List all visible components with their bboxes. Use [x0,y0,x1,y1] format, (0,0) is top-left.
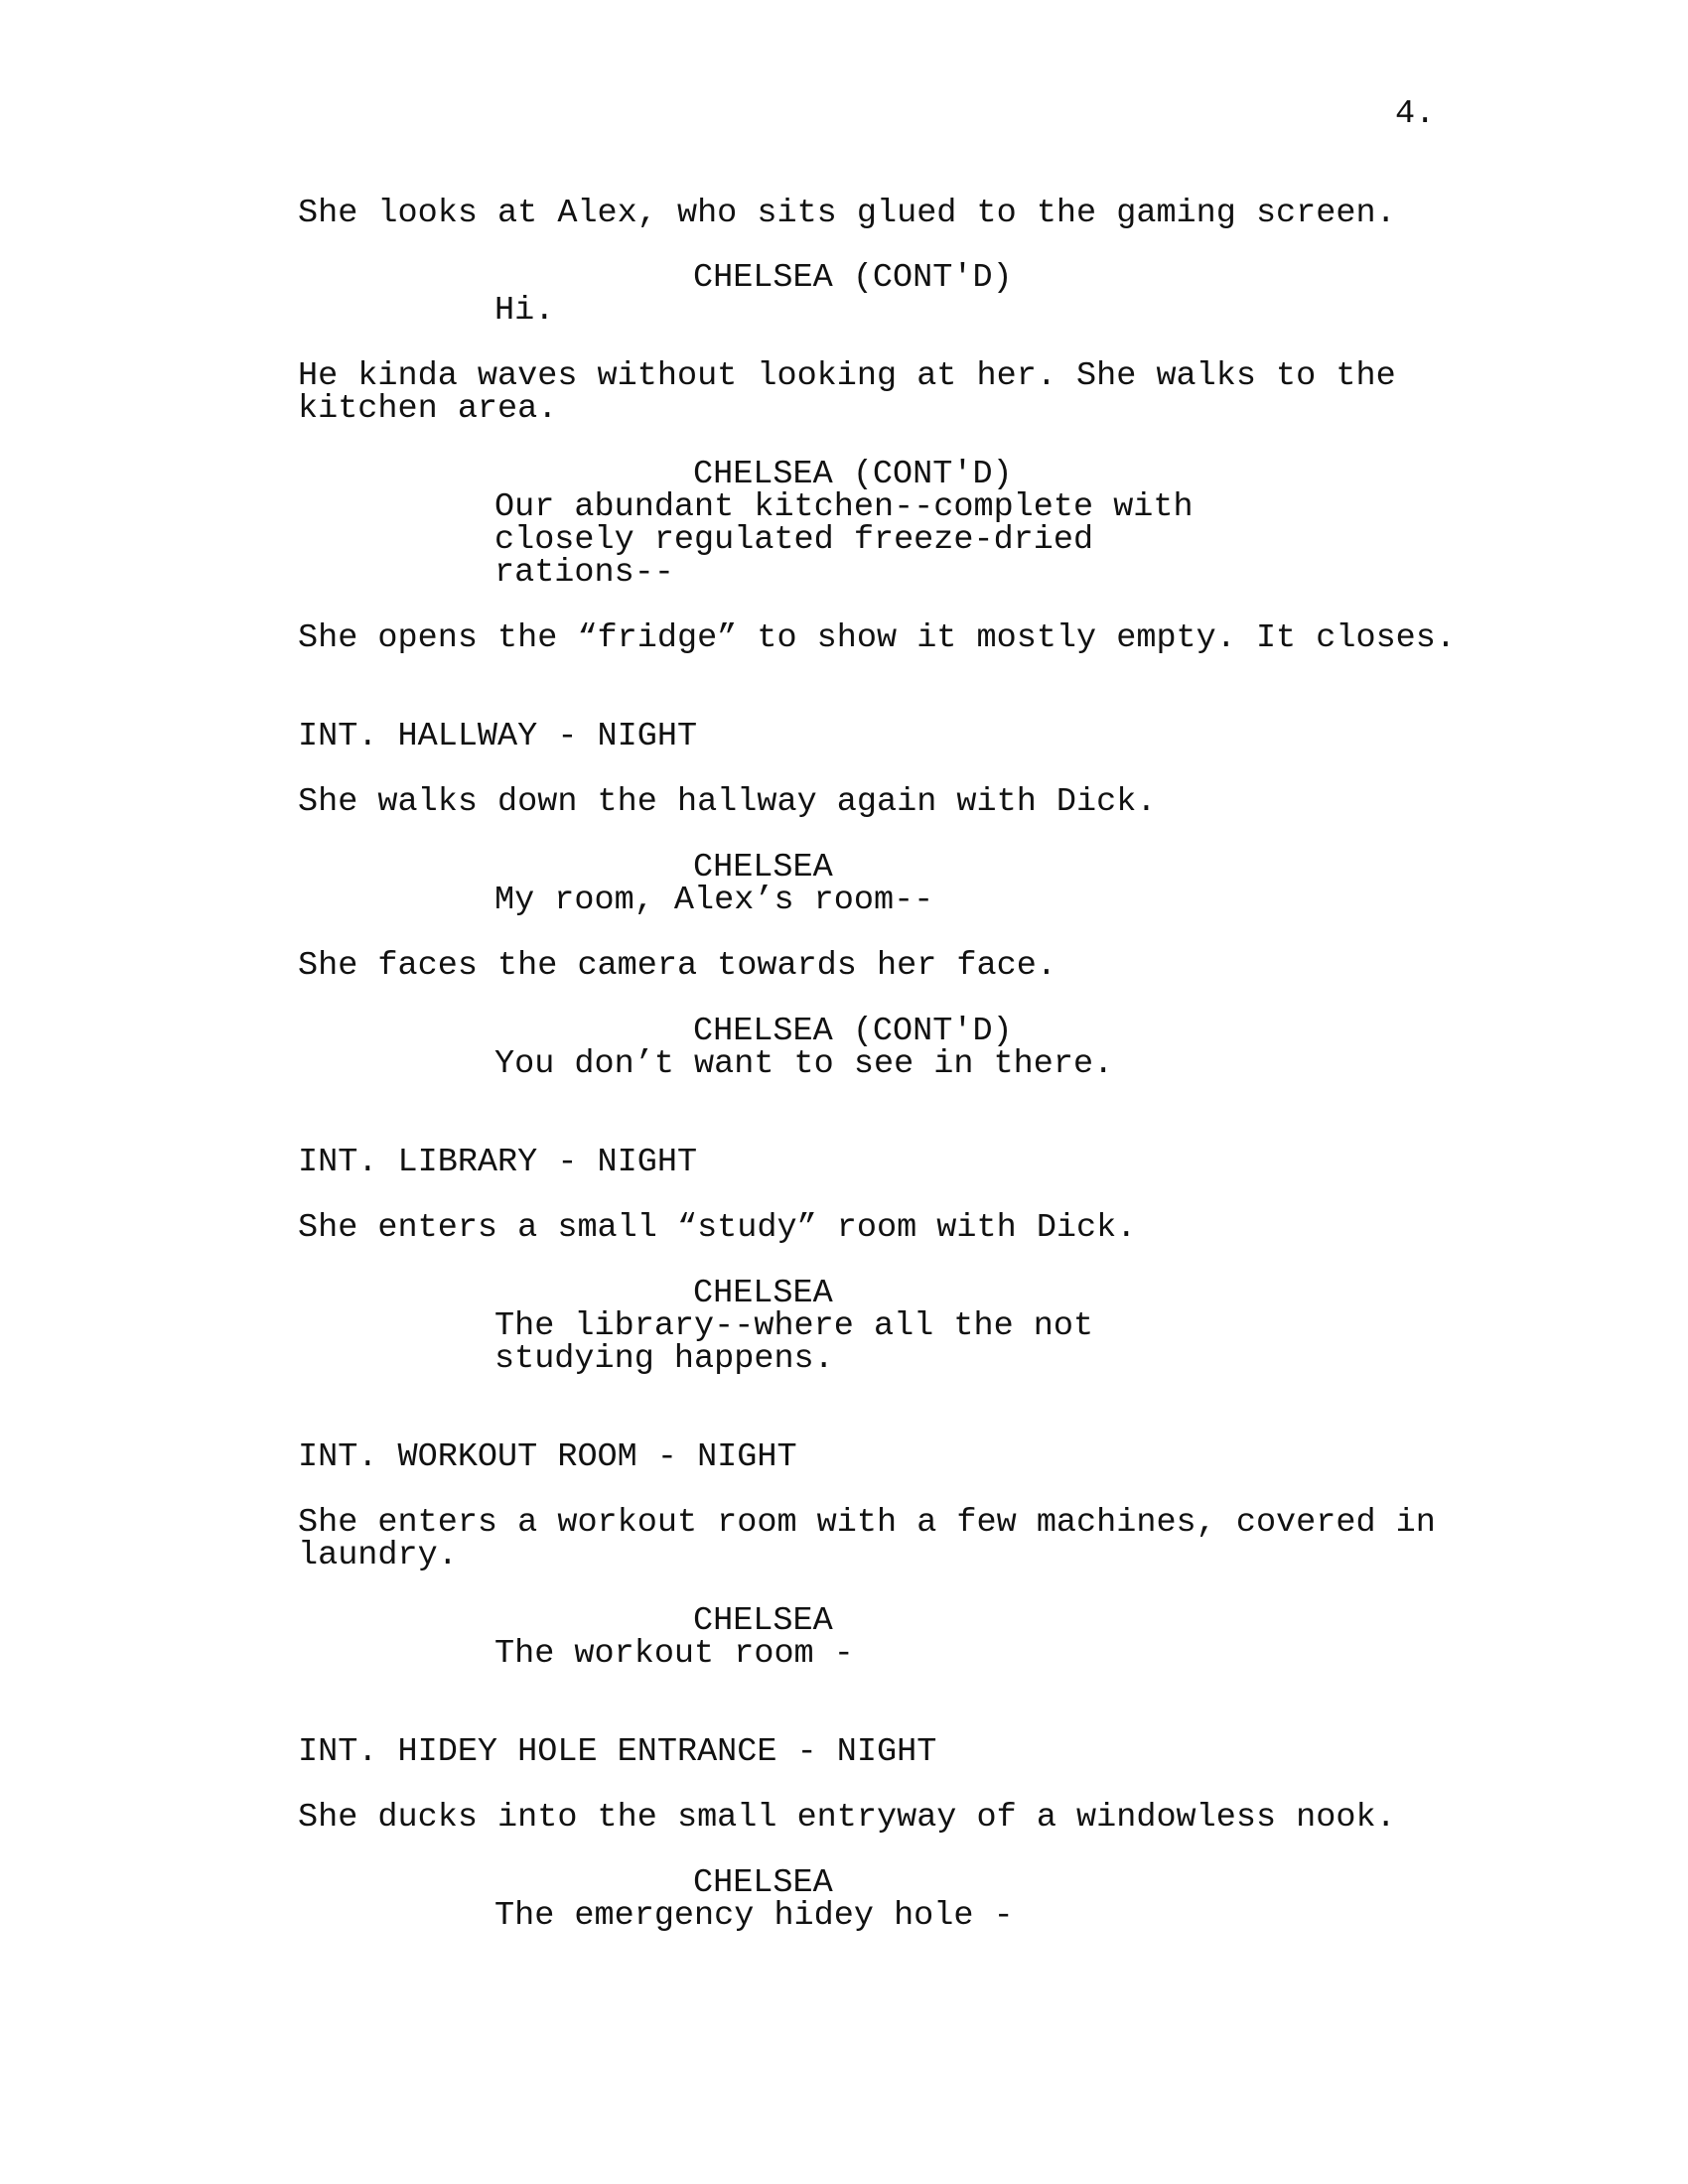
action-line: She enters a small “study” room with Dick. [298,1209,1137,1247]
page-number: 4. [1395,95,1436,133]
dialogue: The workout room - [494,1635,854,1673]
dialogue: You don’t want to see in there. [494,1045,1114,1083]
dialogue: Hi. [494,292,555,330]
action-line: She walks down the hallway again with Dick. [298,783,1157,821]
scene-heading: INT. HIDEY HOLE ENTRANCE - NIGHT [298,1733,937,1771]
dialogue: My room, Alex’s room-- [494,882,934,919]
scene-heading: INT. LIBRARY - NIGHT [298,1144,698,1181]
character-name: CHELSEA [693,849,833,887]
character-name: CHELSEA [693,1864,833,1902]
dialogue: Our abundant kitchen--complete with closely regulated freeze-dried rations-- [494,488,1194,592]
dialogue: The emergency hidey hole - [494,1897,1014,1935]
character-name: CHELSEA [693,1275,833,1312]
character-name: CHELSEA [693,1602,833,1640]
character-name: CHELSEA (CONT'D) [693,1013,1013,1050]
scene-heading: INT. WORKOUT ROOM - NIGHT [298,1438,797,1476]
character-name: CHELSEA (CONT'D) [693,259,1013,297]
action-line: She faces the camera towards her face. [298,947,1056,985]
action-line: He kinda waves without looking at her. She walks to the kitchen area. [298,357,1396,428]
action-line: She looks at Alex, who sits glued to the gaming screen. [298,195,1396,232]
scene-heading: INT. HALLWAY - NIGHT [298,718,698,755]
dialogue: The library--where all the not studying happens. [494,1307,1094,1378]
action-line: She opens the “fridge” to show it mostly empty. It closes. [298,619,1456,657]
action-line: She ducks into the small entryway of a windowless nook. [298,1799,1396,1837]
character-name: CHELSEA (CONT'D) [693,456,1013,493]
action-line: She enters a workout room with a few machines, covered in laundry. [298,1504,1436,1574]
